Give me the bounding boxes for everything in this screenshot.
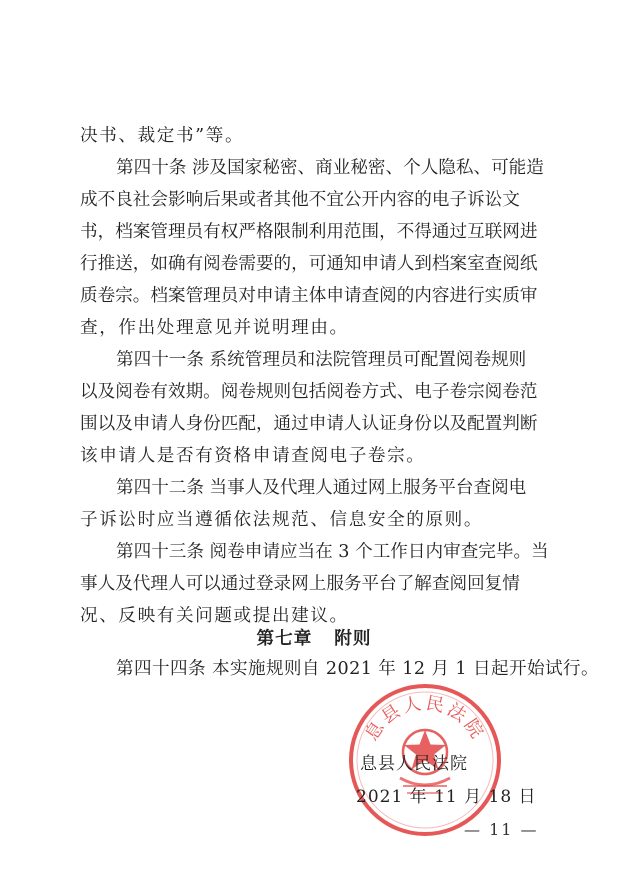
paragraph-line: 决书、裁定书”等。 — [80, 126, 245, 146]
paragraph-line: 成不良社会影响后果或者其他不宜公开内容的电子诉讼文 — [80, 190, 520, 210]
article-44: 第四十四条 本实施规则自 2021 年 12 月 1 日起开始试行。 — [116, 659, 599, 679]
article-41 — [80, 344, 552, 472]
court-signature: 息县人民法院 — [360, 754, 468, 774]
paragraph-continuation — [80, 120, 552, 152]
paragraph-line: 第四十条 涉及国家秘密、商业秘密、个人隐私、可能造 — [116, 158, 544, 178]
chapter-number: 第七章 — [256, 628, 313, 649]
paragraph-line: 查，作出处理意见并说明理由。 — [80, 318, 349, 338]
signature-date: 2021 年 11 月 18 日 — [356, 787, 537, 807]
paragraph-line: 子诉讼时应当遵循依法规范、信息安全的原则。 — [80, 510, 484, 530]
chapter-title: 附则 — [334, 628, 372, 649]
paragraph-line: 围以及申请人身份匹配，通过申请人认证身份以及配置判断 — [80, 414, 538, 434]
chapter-heading — [0, 625, 628, 653]
page-number: — 11 — — [464, 820, 539, 839]
paragraph-line: 行推送，如确有阅卷需要的，可通知申请人到档案室查阅纸 — [80, 254, 538, 274]
paragraph-line: 第四十二条 当事人及代理人通过网上服务平台查阅电 — [116, 478, 527, 498]
paragraph-line: 第四十三条 阅卷申请应当在 3 个工作日内审查完毕。当 — [116, 542, 549, 562]
paragraph-line: 书，档案管理员有权严格限制利用范围，不得通过互联网进 — [80, 222, 538, 242]
paragraph-line: 况、反映有关问题或提出建议。 — [80, 606, 349, 626]
paragraph-line: 该申请人是否有资格申请查阅电子卷宗。 — [80, 446, 426, 466]
article-42 — [80, 472, 552, 536]
paragraph-line: 事人及代理人可以通过登录网上服务平台了解查阅回复情 — [80, 574, 520, 594]
article-40 — [80, 152, 552, 344]
paragraph-line: 以及阅卷有效期。阅卷规则包括阅卷方式、电子卷宗阅卷范 — [80, 382, 538, 402]
article-43 — [80, 536, 552, 632]
paragraph-line: 第四十一条 系统管理员和法院管理员可配置阅卷规则 — [116, 350, 527, 370]
seal-text: 息县人民法院 — [361, 692, 489, 745]
paragraph-line: 质卷宗。档案管理员对申请主体申请查阅的内容进行实质审 — [80, 286, 538, 306]
